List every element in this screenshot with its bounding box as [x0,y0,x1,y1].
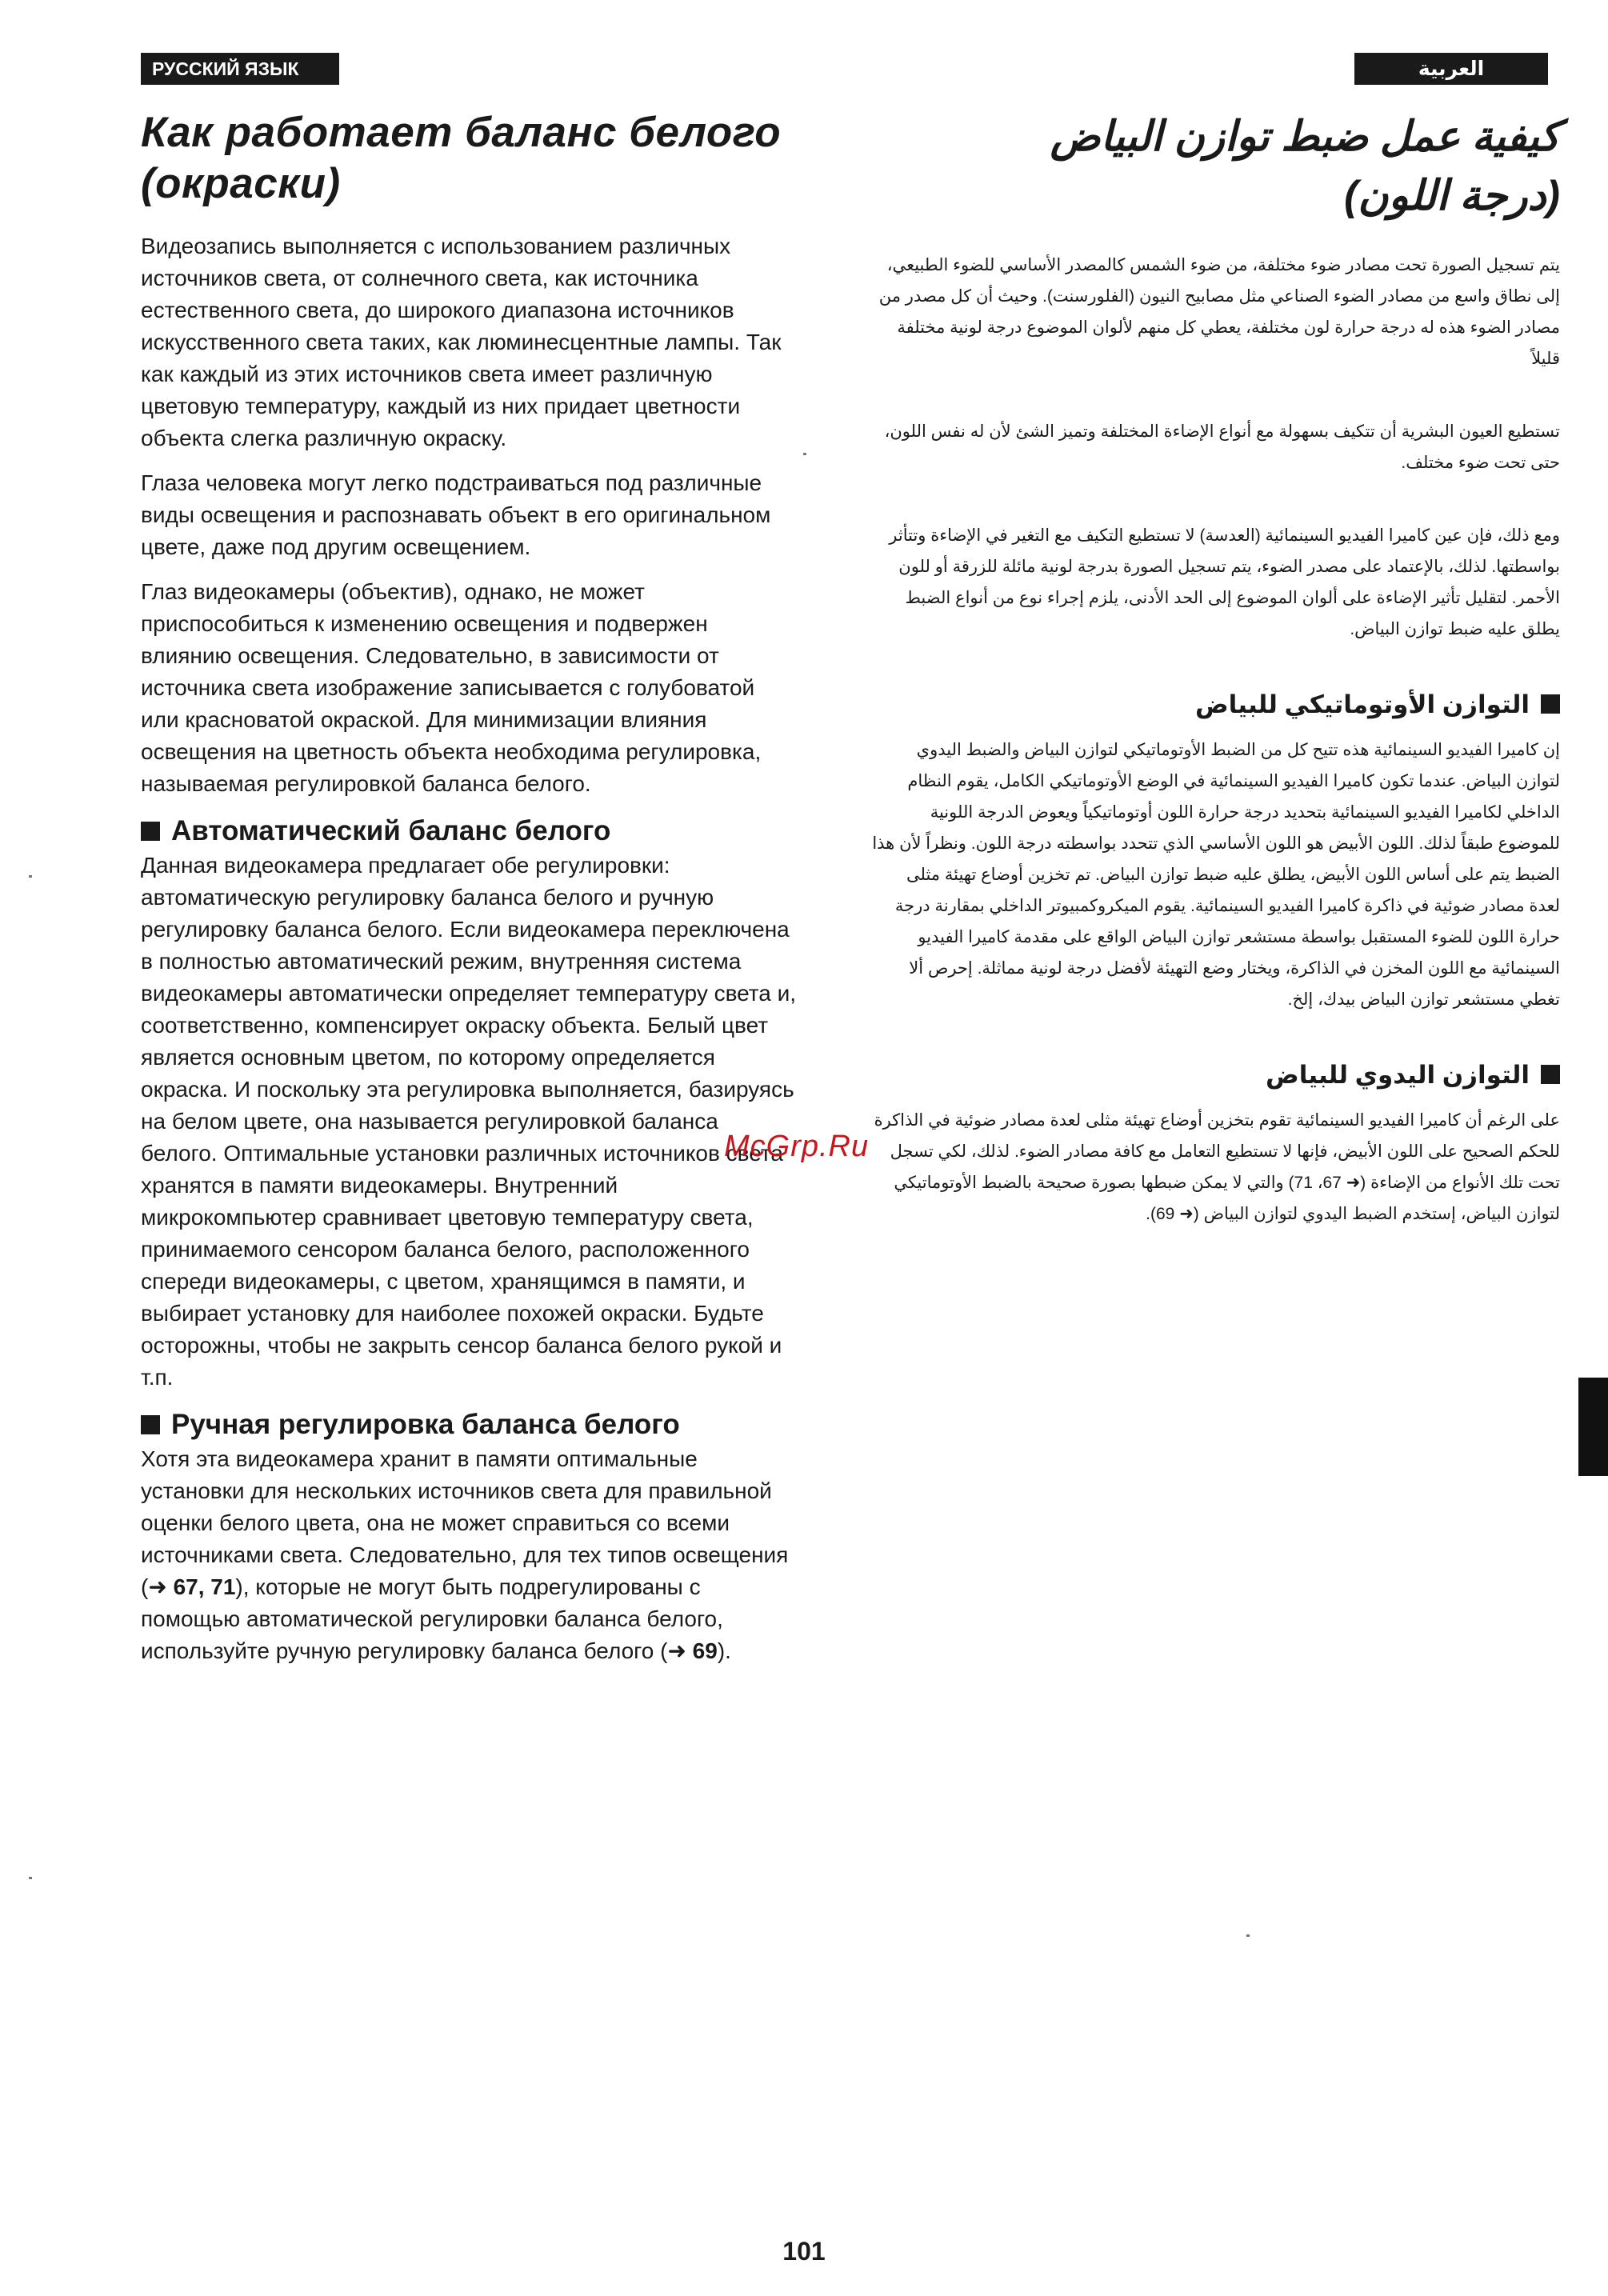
arabic-paragraph-camera-eye: ومع ذلك، فإن عين كاميرا الفيديو السينمائية (العدسة) لا تستطيع التكيف مع التغير في الإضاءة وتتأثر بواسطتها. لذلك، بالإعتماد على مصدر الضوء، يتم تسجيل الصورة بدرجة لونية مائلة للزرقة أو للون الأحمر. لتقليل تأثير الإضاءة على ألوان الموضوع إلى الحد الأدنى، يلزم إجراء نوع من أنواع الضبط يطلق عليه ضبط توازن البياض. [889,526,1560,638]
russian-paragraph-intro: Видеозапись выполняется с использованием различных источников света, от солнечного света, как источника естественного света, до широкого диапазона источников искусственного света таких, как люминесцентные лампы. Так как каждый из этих источников света имеет различную цветовую температуру, каждый из них придает цветности объекта слегка различную окраску. [141,234,782,450]
section-edge-tab [1578,1378,1608,1476]
arabic-heading-manual-label: التوازن اليدوي للبياض [1266,1061,1530,1089]
scan-mark [803,453,806,455]
manual-text-part-b: ), которые не могут быть подрегулированы с помощью автоматической регулировки баланса белого, используйте ручную регулировку баланса белого ( [141,1574,723,1663]
arabic-title-line2: (درجة اللون) [1344,173,1560,219]
russian-heading-manual-label: Ручная регулировка баланса белого [171,1409,680,1440]
russian-paragraph-camera-eye: Глаз видеокамеры (объектив), однако, не может приспособиться к изменению освещения и подвержен влиянию освещения. Следовательно, в зависимости от источника света изображение записывается с голубоватой или красноватой окраской. Для минимизации влияния освещения на цветность объекта необходима регулировка, называемая регулировкой баланса белого. [141,579,762,796]
square-bullet-icon [1541,1065,1560,1084]
russian-heading-auto-white-balance [141,813,797,850]
scan-mark [29,1877,32,1879]
arabic-paragraph-intro: يتم تسجيل الصورة تحت مصادر ضوء مختلفة، من ضوء الشمس كالمصدر الأساسي للضوء الطبيعي، إلى نطاق واسع من مصادر الضوء الصناعي مثل مصابيح النيون (الفلورسنت). وحيث أن كل مصدر من مصادر الضوء هذه له درجة حرارة لون مختلفة، يعطي كل منهم لألوان الموضوع درجة لونية مختلفة قليلاً [878,256,1560,368]
scan-mark [29,875,32,878]
russian-paragraph-human-eye: Глаза человека могут легко подстраиваться под различные виды освещения и распознавать объект в его оригинальном цвете, даже под другим освещением. [141,470,771,559]
russian-paragraph-auto-white-balance: Данная видеокамера предлагает обе регулировки: автоматическую регулировку баланса белого и ручную регулировку баланса белого. Если видеокамера переключена в полностью автоматический режим, внутренняя система видеокамеры автоматически определяет температуру света и, соответственно, компенсирует окраску объекта. Белый цвет является основным цветом, по которому определяется окраска. И поскольку эта регулировка выполняется, базируясь на белом цвете, она называется регулировкой баланса белого. Оптимальные установки различных источников света хранятся в памяти видеокамеры. Внутренний микрокомпьютер сравнивает цветовую температуру света, принимаемого сенсором баланса белого, расположенного спереди видеокамеры, с цветом, хранящимся в памяти, и выбирает установку для наиболее похожей окраски. Будьте осторожны, чтобы не закрыть сенсор баланса белого рукой и т.п. [141,853,797,1390]
russian-column [141,107,797,1680]
arabic-heading-manual-white-balance [872,1057,1560,1094]
square-bullet-icon [141,822,160,841]
square-bullet-icon [1541,694,1560,714]
page-number: 101 [782,2237,826,2266]
arabic-paragraph-manual-white-balance: على الرغم أن كاميرا الفيديو السينمائية تقوم بتخزين أوضاع تهيئة مثلى لعدة مصادر ضوئية في الذاكرة للحكم الصحيح على اللون الأبيض، فإنها لا تستطيع التعامل مع كافة مصادر الضوء. لذلك، لكي تسجل تحت تلك الأنواع من الإضاءة (➜ 67، 71) والتي لا يمكن ضبطها بصورة صحيحة بالضبط الأوتوماتيكي لتوازن البياض، إستخدم الضبط اليدوي لتوازن البياض (➜ 69). [874,1111,1560,1223]
arabic-title-line1: كيفية عمل ضبط توازن البياض [1050,114,1560,160]
russian-title-line1: Как работает баланс белого [141,109,782,156]
russian-heading-auto-label: Автоматический баланс белого [171,815,611,846]
scan-mark [1246,1934,1250,1937]
russian-page-title [141,107,797,210]
arabic-heading-auto-label: التوازن الأوتوماتيكي للبياض [1194,690,1530,718]
arabic-column [872,107,1560,1271]
watermark: McGrp.Ru [724,1130,870,1163]
russian-heading-manual-white-balance [141,1406,797,1443]
page-reference-69: ➜ 69 [667,1638,718,1663]
arabic-paragraph-human-eye: تستطيع العيون البشرية أن تتكيف بسهولة مع أنواع الإضاءة المختلفة وتميز الشئ لأن له نفس اللون، حتى تحت ضوء مختلف. [884,422,1560,472]
page-reference-67-71: ➜ 67, 71 [148,1574,236,1599]
russian-paragraph-manual-white-balance [141,1443,797,1667]
manual-text-part-c: ). [717,1638,731,1663]
arabic-heading-auto-white-balance [872,686,1560,723]
arabic-page-title [872,107,1560,226]
arabic-paragraph-auto-white-balance: إن كاميرا الفيديو السينمائية هذه تتيح كل من الضبط الأوتوماتيكي لتوازن البياض والضبط اليدوي لتوازن البياض. عندما تكون كاميرا الفيديو السينمائية في الوضع الأوتوماتيكي الكامل، يقوم النظام الداخلي لكاميرا الفيديو السينمائية بتحديد درجة حرارة اللون أوتوماتيكياً ويعوض الدرجة اللونية للموضوع طبقاً لذلك. اللون الأبيض هو اللون الأساسي الذي تتحدد بواسطته درجة اللون. ونظراً لأن هذا الضبط يتم على أساس اللون الأبيض، يطلق عليه ضبط توازن البياض. تم تخزين أوضاع تهيئة مثلى لعدة مصادر ضوئية في ذاكرة كاميرا الفيديو السينمائية. يقوم الميكروكمبيوتر الداخلي بمقارنة درجة حرارة اللون للضوء المستقبل بواسطة مستشعر توازن البياض الواقع على مقدمة كاميرا الفيديو السينمائية مع اللون المخزن في الذاكرة، ويختار وضع التهيئة لأفضل درجة لونية مماثلة. إحرص ألا تغطي مستشعر توازن البياض بيدك، إلخ. [872,741,1560,1009]
russian-title-line2: (окраски) [141,160,341,207]
russian-language-tag: РУССКИЙ ЯЗЫК [141,53,339,85]
manual-text-part-a: Хотя эта видеокамера хранит в памяти оптимальные установки для нескольких источников света для правильной оценки белого цвета, она не может справиться со всеми источниками света. Следовательно, для тех типов освещения ( [141,1446,789,1599]
arabic-language-tag: العربية [1354,53,1548,85]
square-bullet-icon [141,1415,160,1434]
